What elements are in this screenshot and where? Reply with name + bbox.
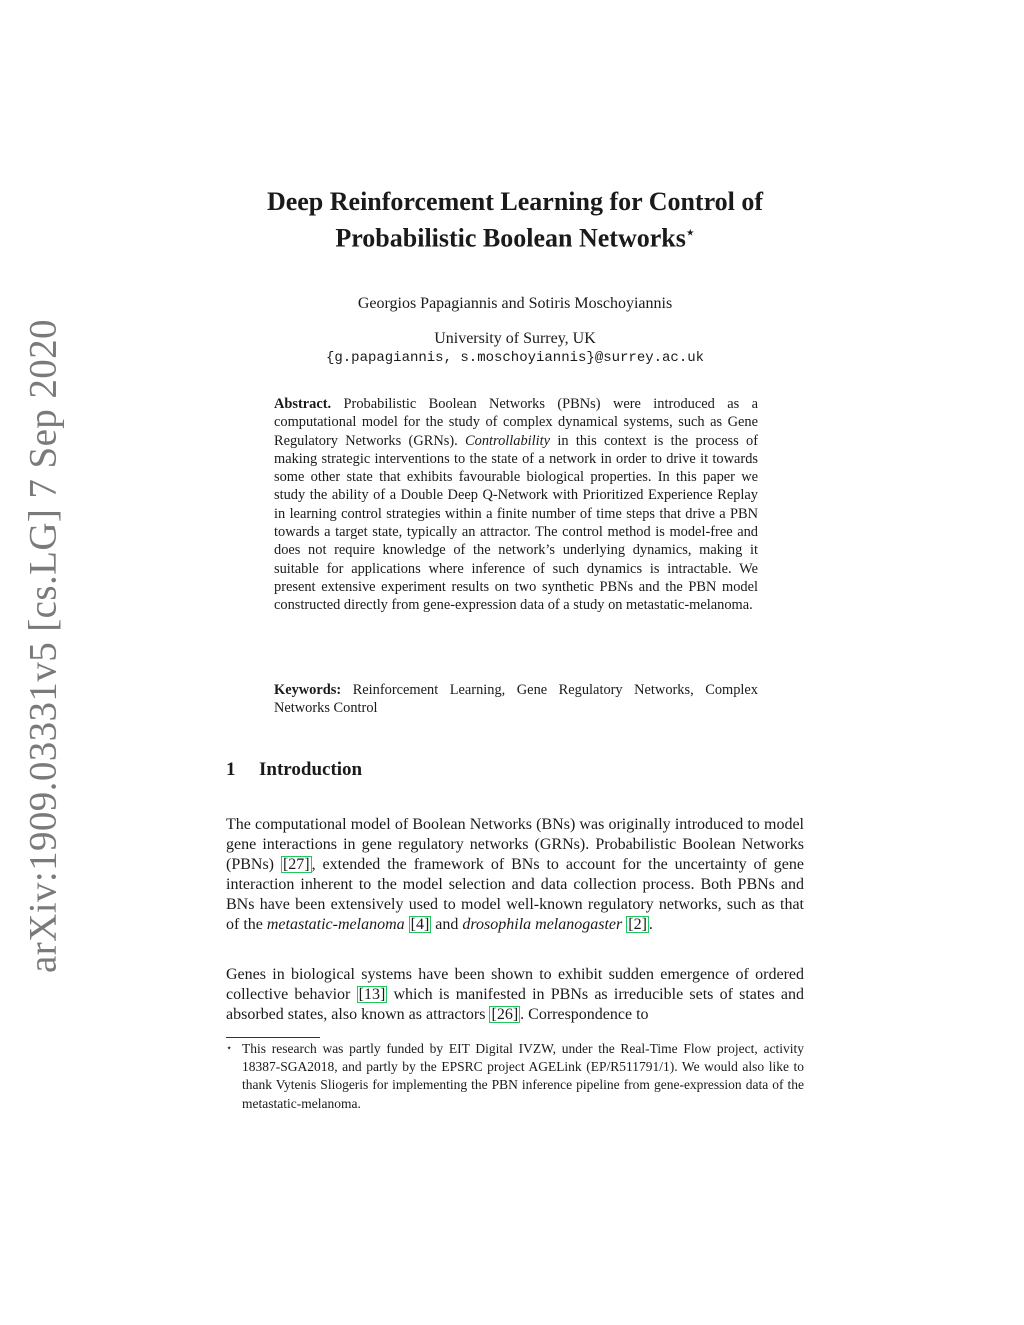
intro-paragraph-1: The computational model of Boolean Networks (BNs) was originally introduced to model gene interactions in gene regulatory networks (GRNs). Probabilistic Boolean Networks (PBNs) [27] , extended the framework of BNs to account for the uncertainty of gene interaction inherent to the model selection and data collection process. Both PBNs and BNs have been extensively used to model well-known regulatory networks, such as that of the metastatic-melanoma [4] and drosophila melanogaster [2] .	[226, 816, 804, 933]
paper-title	[200, 186, 830, 255]
author-emails[interactable]: {g.papagiannis, s.moschoyiannis}@surrey.ac.uk	[325, 350, 705, 366]
citation-4[interactable]: [4]	[410, 916, 430, 933]
citation-27[interactable]: [27]	[282, 856, 310, 873]
citation-2[interactable]: [2]	[628, 916, 647, 933]
footnote-text: This research was partly funded by EIT Digital IVZW, under the Real-Time Flow project, activity 18387-SGA2018, and partly by the EPSRC project AGELink (EP/R511791/1). We would also like to thank Vytenis Sliogeris for implementing the PBN inference pipeline from gene-expression data of the metastatic-melanoma.	[242, 1041, 804, 1111]
arxiv-sidebar-stamp	[18, 319, 68, 973]
intro-paragraph-2: Genes in biological systems have been shown to exhibit sudden emergence of ordered collective behavior [13] which is manifested in PBNs as irreducible sets of states and absorbed states, also known as attractors [26] . Correspondence to	[226, 966, 805, 1023]
affiliation: University of Surrey, UK	[434, 330, 596, 347]
emphasis-metastatic-melanoma: metastatic-melanoma	[266, 916, 405, 933]
footnote-separator	[226, 1037, 320, 1038]
abstract-text-2: in this context is the process of making strategic interventions to the state of a network in order to drive it towards some other state that exhibits favourable biological properties. In this paper we study the ability of a Double Deep Q-Network with Prioritized Experience Replay in learning control strategies within a finite number of time steps that drive a PBN towards a target state, typically an attractor. The control method is model-free and does not require knowledge of the network’s underlying dynamics, making it suitable for applications where inference of such dynamics is intractable. We present extensive experiment results on two synthetic PBNs and the PBN model constructed directly from gene-expression data of a study on metastatic-melanoma.	[274, 432, 758, 614]
title-line-1: Deep Reinforcement Learning for Control of	[266, 187, 764, 216]
arxiv-identifier: arXiv:1909.03331v5 [cs.LG] 7 Sep 2020	[21, 319, 65, 973]
section-heading-introduction	[226, 759, 362, 781]
footnote	[226, 1040, 804, 1111]
abstract-label: Abstract.	[274, 396, 332, 412]
emphasis-drosophila: drosophila melanogaster	[462, 916, 623, 933]
keywords-text: Reinforcement Learning, Gene Regulatory Networks, Complex Networks Control	[274, 682, 758, 717]
keywords	[274, 681, 758, 718]
section-number: 1	[226, 759, 236, 780]
title-line-2: Probabilistic Boolean Networks⋆	[335, 223, 695, 253]
abstract-emphasis: Controllability	[465, 432, 551, 449]
abstract-text-1: Probabilistic Boolean Networks (PBNs) were introduced as a computational model for the study of complex dynamical systems, such as Gene Regulatory Networks (GRNs).	[274, 396, 758, 449]
citation-26[interactable]: [26]	[491, 1006, 519, 1023]
keywords-label: Keywords:	[274, 682, 342, 698]
abstract	[274, 395, 758, 615]
section-title: Introduction	[259, 759, 363, 780]
title-footnote-mark: ⋆	[685, 226, 695, 241]
author-list: Georgios Papagiannis and Sotiris Moschoyiannis	[357, 295, 673, 312]
citation-13[interactable]: [13]	[358, 986, 386, 1003]
footnote-mark: ⋆	[226, 1043, 233, 1054]
